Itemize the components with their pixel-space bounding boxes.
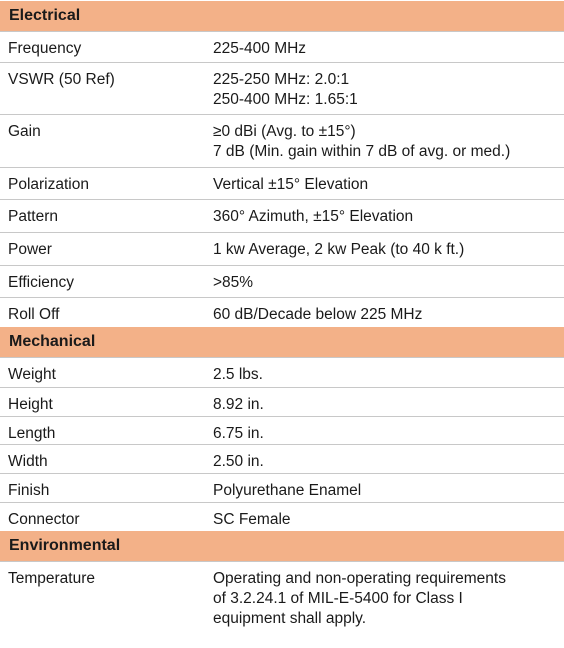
- row-value: 1 kw Average, 2 kw Peak (to 40 k ft.): [213, 241, 465, 258]
- row-height: [0, 387, 564, 417]
- row-width: [0, 444, 564, 474]
- row-polarization: [0, 167, 564, 200]
- row-finish: [0, 473, 564, 503]
- row-label: Weight: [8, 366, 56, 383]
- row-label: Roll Off: [8, 306, 60, 323]
- section-header-environmental: Environmental: [0, 531, 564, 561]
- row-value: 8.92 in.: [213, 396, 264, 413]
- row-label: Length: [8, 425, 56, 442]
- row-value: SC Female: [213, 511, 291, 528]
- row-value: ≥0 dBi (Avg. to ±15°) 7 dB (Min. gain within 7 dB of avg. or med.): [213, 123, 511, 160]
- row-value: Vertical ±15° Elevation: [213, 176, 369, 193]
- row-label: Efficiency: [8, 274, 75, 291]
- row-label: Height: [8, 396, 53, 413]
- row-connector: [0, 502, 564, 532]
- row-label: Power: [8, 241, 52, 258]
- row-value: >85%: [213, 274, 254, 291]
- row-power: [0, 232, 564, 266]
- row-label: VSWR (50 Ref): [8, 71, 115, 88]
- row-value: Operating and non-operating requirements of 3.2.24.1 of MIL-E-5400 for Class I equipment shall apply.: [213, 570, 506, 627]
- row-value: 225-400 MHz: [213, 40, 307, 57]
- row-label: Polarization: [8, 176, 89, 193]
- row-roll-off: [0, 297, 564, 328]
- row-label: Finish: [8, 482, 50, 499]
- row-value: 2.50 in.: [213, 453, 264, 470]
- row-length: [0, 416, 564, 445]
- row-frequency: [0, 31, 564, 63]
- row-value: 360° Azimuth, ±15° Elevation: [213, 208, 414, 225]
- row-efficiency: [0, 265, 564, 298]
- row-gain: [0, 114, 564, 168]
- section-header-electrical: Electrical: [0, 1, 564, 31]
- row-label: Width: [8, 453, 48, 470]
- row-temperature: [0, 561, 564, 642]
- row-value: 2.5 lbs.: [213, 366, 263, 383]
- row-label: Pattern: [8, 208, 58, 225]
- section-header-mechanical: Mechanical: [0, 327, 564, 357]
- row-value: 225-250 MHz: 2.0:1 250-400 MHz: 1.65:1: [213, 71, 358, 108]
- row-vswr: [0, 62, 564, 115]
- row-label: Temperature: [8, 570, 96, 587]
- row-pattern: [0, 199, 564, 233]
- row-label: Frequency: [8, 40, 82, 57]
- row-value: Polyurethane Enamel: [213, 482, 362, 499]
- row-weight: [0, 357, 564, 388]
- row-value: 6.75 in.: [213, 425, 264, 442]
- row-label: Connector: [8, 511, 80, 528]
- row-label: Gain: [8, 123, 41, 140]
- row-value: 60 dB/Decade below 225 MHz: [213, 306, 423, 323]
